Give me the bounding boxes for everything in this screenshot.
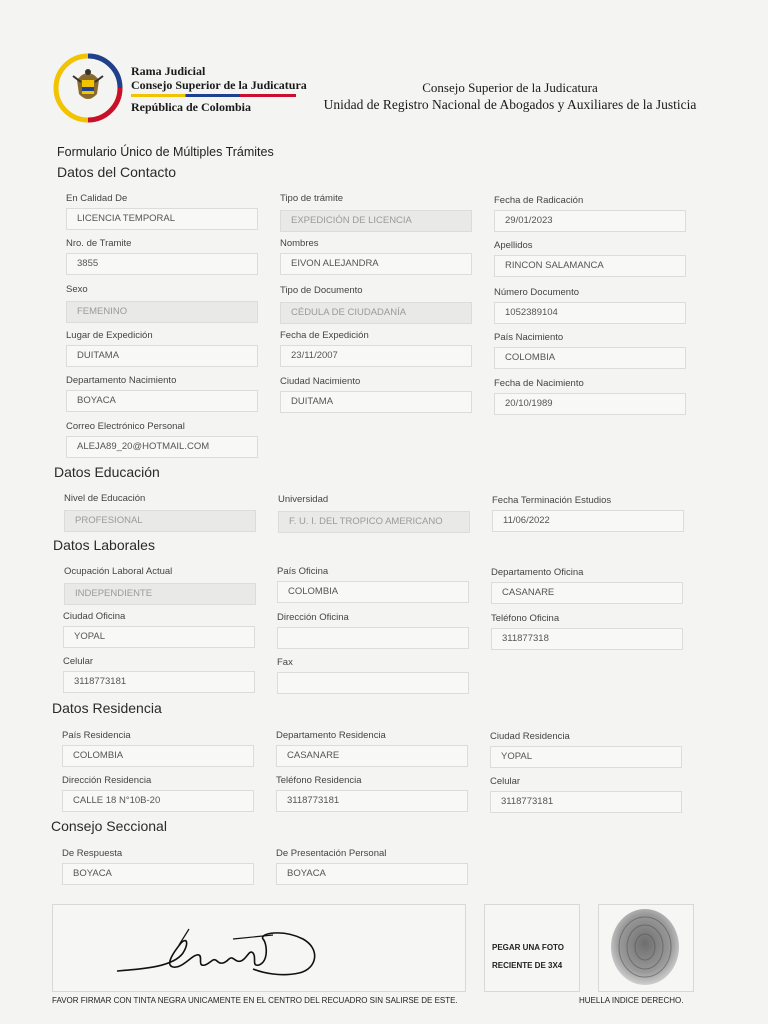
field-label: Ciudad Oficina — [63, 611, 126, 622]
brand-line-1: Rama Judicial — [131, 64, 206, 78]
photo-instruction-line-2: RECIENTE DE 3X4 — [492, 961, 563, 970]
field-input[interactable]: DUITAMA — [66, 345, 258, 367]
field-label: Nro. de Tramite — [66, 238, 132, 249]
field-label: Ciudad Residencia — [490, 731, 570, 742]
field-ciudad-oficina — [63, 610, 255, 648]
section-seccional-title: Consejo Seccional — [51, 818, 167, 834]
field-label: Dirección Residencia — [62, 775, 152, 786]
field-fecha-terminacion — [492, 494, 684, 532]
field-direccion-residencia — [62, 774, 254, 812]
field-input[interactable]: F. U. I. DEL TROPICO AMERICANO — [278, 511, 470, 533]
field-label: Fecha de Expedición — [280, 330, 369, 341]
field-input[interactable]: CALLE 18 N°10B-20 — [62, 790, 254, 812]
field-sexo — [66, 283, 258, 323]
field-apellidos — [494, 239, 686, 277]
field-label: Universidad — [278, 494, 329, 505]
fingerprint-icon — [599, 905, 694, 992]
field-correo — [66, 420, 258, 458]
brand-line-3: República de Colombia — [131, 100, 252, 114]
field-label: Fax — [277, 657, 293, 668]
field-label: Teléfono Residencia — [276, 775, 362, 786]
field-numero-documento — [494, 286, 686, 324]
field-universidad — [278, 493, 470, 533]
field-label: Departamento Oficina — [491, 567, 584, 578]
field-label: Nivel de Educación — [64, 493, 146, 504]
field-label: Ocupación Laboral Actual — [64, 566, 173, 577]
header-line-1: Consejo Superior de la Judicatura — [422, 80, 598, 95]
field-input[interactable]: PROFESIONAL — [64, 510, 256, 532]
field-label: Ciudad Nacimiento — [280, 376, 361, 387]
field-label: Fecha de Nacimiento — [494, 378, 584, 389]
field-ciudad-residencia — [490, 730, 682, 768]
field-depto-residencia — [276, 729, 468, 767]
field-input[interactable]: BOYACA — [62, 863, 254, 885]
field-label: Tipo de Documento — [280, 285, 363, 296]
section-laborales-title: Datos Laborales — [53, 537, 155, 553]
form-title: Formulario Único de Múltiples Trámites — [57, 145, 274, 159]
field-label: País Oficina — [277, 566, 329, 577]
field-nro-tramite — [66, 237, 258, 275]
field-label: De Presentación Personal — [276, 848, 387, 859]
signature-instruction: FAVOR FIRMAR CON TINTA NEGRA UNICAMENTE EN EL CENTRO DEL RECUADRO SIN SALIRSE DE ESTE. — [52, 996, 458, 1005]
field-input[interactable]: RINCON SALAMANCA — [494, 255, 686, 277]
field-input[interactable]: 3855 — [66, 253, 258, 275]
field-label: Celular — [63, 656, 94, 667]
field-input[interactable]: BOYACA — [66, 390, 258, 412]
field-input[interactable]: FEMENINO — [66, 301, 258, 323]
field-input[interactable] — [277, 672, 469, 694]
field-label: Celular — [490, 776, 521, 787]
brand-line-2: Consejo Superior de la Judicatura — [131, 78, 307, 92]
field-label: Sexo — [66, 284, 88, 295]
field-label: Correo Electrónico Personal — [66, 421, 185, 432]
field-label: Fecha Terminación Estudios — [492, 495, 612, 506]
field-depto-oficina — [491, 566, 683, 604]
field-input[interactable]: CÉDULA DE CIUDADANÍA — [280, 302, 472, 324]
field-pais-residencia — [62, 729, 254, 767]
field-label: En Calidad De — [66, 193, 128, 204]
field-ciudad-nacimiento — [280, 375, 472, 413]
field-telefono-residencia — [276, 774, 468, 812]
field-nombres — [280, 237, 472, 275]
field-input[interactable]: 311877318 — [491, 628, 683, 650]
field-input[interactable]: 3118773181 — [276, 790, 468, 812]
section-educacion-title: Datos Educación — [54, 464, 160, 480]
photo-box[interactable] — [484, 904, 580, 992]
field-ocupacion — [64, 565, 256, 605]
field-input[interactable]: 1052389104 — [494, 302, 686, 324]
field-label: Número Documento — [494, 287, 580, 298]
flag-bar — [131, 94, 296, 97]
field-input[interactable]: DUITAMA — [280, 391, 472, 413]
field-celular-residencia — [490, 775, 682, 813]
signature-box[interactable] — [52, 904, 466, 992]
signature-drawing — [113, 923, 333, 983]
field-label: Apellidos — [494, 240, 533, 251]
field-input[interactable]: COLOMBIA — [494, 347, 686, 369]
field-label: Departamento Nacimiento — [66, 375, 177, 386]
field-label: Nombres — [280, 238, 319, 249]
field-fecha-expedicion — [280, 329, 472, 367]
field-input[interactable]: 20/10/1989 — [494, 393, 686, 415]
field-label: País Residencia — [62, 730, 131, 741]
field-label: Teléfono Oficina — [491, 613, 560, 624]
field-label: Departamento Residencia — [276, 730, 386, 741]
field-label: País Nacimiento — [494, 332, 564, 343]
photo-instruction-line-1: PEGAR UNA FOTO — [492, 943, 565, 952]
field-label: De Respuesta — [62, 848, 123, 859]
field-label: Dirección Oficina — [277, 612, 349, 623]
field-input[interactable]: EXPEDICIÓN DE LICENCIA — [280, 210, 472, 232]
section-contacto-title: Datos del Contacto — [57, 164, 177, 180]
field-fecha-radicacion — [494, 194, 686, 232]
field-en-calidad-de — [66, 192, 258, 230]
field-celular-laboral — [63, 655, 255, 693]
field-input[interactable]: YOPAL — [63, 626, 255, 648]
field-depto-nacimiento — [66, 374, 258, 412]
field-input[interactable]: 3118773181 — [63, 671, 255, 693]
field-tipo-tramite — [280, 192, 472, 232]
field-input[interactable]: 3118773181 — [490, 791, 682, 813]
header-titles — [300, 80, 720, 113]
field-telefono-oficina — [491, 612, 683, 650]
field-input[interactable]: LICENCIA TEMPORAL — [66, 208, 258, 230]
field-fax — [277, 656, 469, 694]
field-label: Fecha de Radicación — [494, 195, 584, 206]
field-input[interactable]: CASANARE — [491, 582, 683, 604]
brand-block — [131, 64, 307, 114]
field-input[interactable]: BOYACA — [276, 863, 468, 885]
field-nivel-educacion — [64, 492, 256, 532]
coat-of-arms-icon — [53, 50, 123, 126]
field-input[interactable]: CASANARE — [276, 745, 468, 767]
field-label: Tipo de trámite — [280, 193, 344, 204]
field-lugar-expedicion — [66, 329, 258, 367]
field-fecha-nacimiento — [494, 377, 686, 415]
field-de-presentacion — [276, 847, 468, 885]
field-input[interactable]: YOPAL — [490, 746, 682, 768]
field-tipo-documento — [280, 284, 472, 324]
header-line-2: Unidad de Registro Nacional de Abogados y Auxiliares de la Justicia — [323, 97, 697, 112]
fingerprint-label: HUELLA INDICE DERECHO. — [579, 996, 684, 1005]
field-input[interactable]: EIVON ALEJANDRA — [280, 253, 472, 275]
field-input[interactable]: COLOMBIA — [62, 745, 254, 767]
field-pais-nacimiento — [494, 331, 686, 369]
field-pais-oficina — [277, 565, 469, 603]
field-input[interactable]: COLOMBIA — [277, 581, 469, 603]
field-input[interactable]: ALEJA89_20@HOTMAIL.COM — [66, 436, 258, 458]
field-input[interactable] — [277, 627, 469, 649]
field-input[interactable]: 23/11/2007 — [280, 345, 472, 367]
field-input[interactable]: 29/01/2023 — [494, 210, 686, 232]
field-direccion-oficina — [277, 611, 469, 649]
field-input[interactable]: INDEPENDIENTE — [64, 583, 256, 605]
fingerprint-box[interactable] — [598, 904, 694, 992]
field-de-respuesta — [62, 847, 254, 885]
field-input[interactable]: 11/06/2022 — [492, 510, 684, 532]
section-residencia-title: Datos Residencia — [52, 700, 162, 716]
field-label: Lugar de Expedición — [66, 330, 153, 341]
